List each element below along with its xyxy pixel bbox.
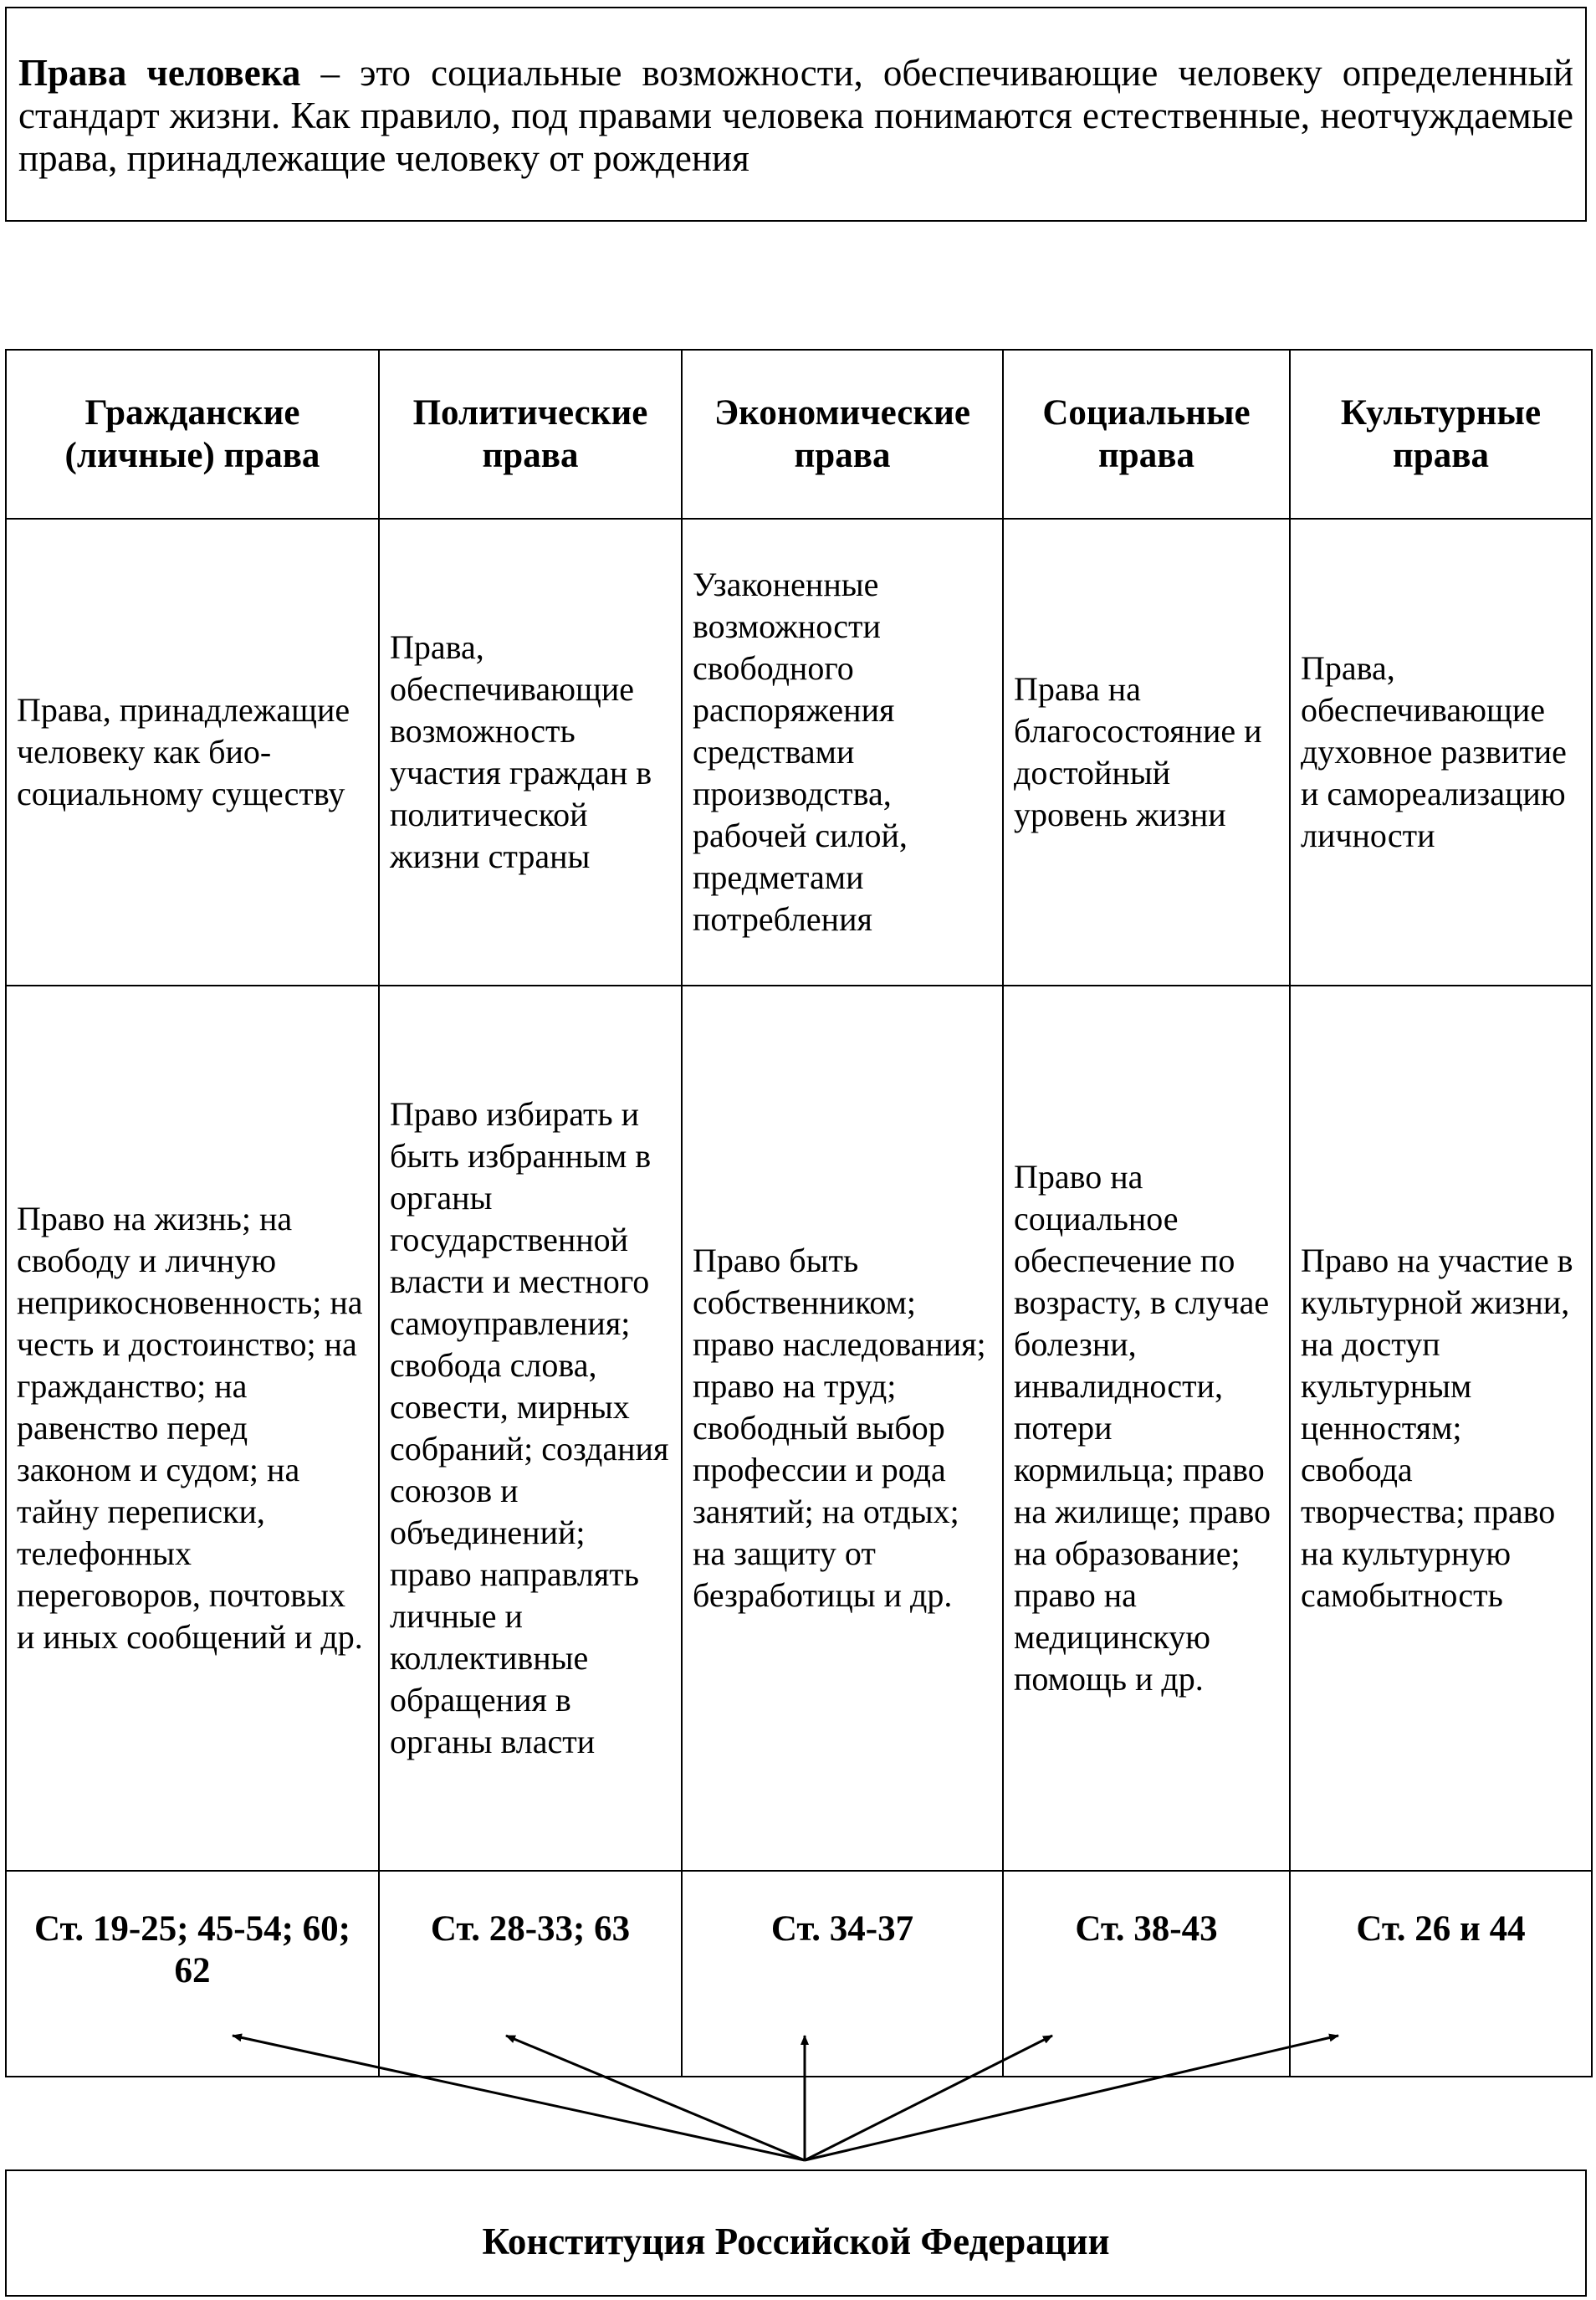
definition-cultural: Права, обеспечивающие духовное развитие и самореализацию личности <box>1290 519 1592 986</box>
constitution-label: Конституция Российской Федерации <box>482 2221 1110 2262</box>
rights-table <box>5 349 1593 2077</box>
constitution-box <box>5 2169 1587 2297</box>
column-title-civil: Гражданские (личные) права <box>6 350 379 519</box>
arrow-to-cultural <box>805 2036 1338 2160</box>
articles-political: Ст. 28-33; 63 <box>379 1871 682 2077</box>
examples-civil: Право на жизнь; на свободу и личную неприкосновенность; на честь и достоинство; на гражданство; на равенство перед законом и судом; на тайну переписки, телефонных переговоров, почтовых и иных сообщений и др. <box>6 986 379 1871</box>
articles-civil: Ст. 19-25; 45-54; 60; 62 <box>6 1871 379 2077</box>
articles-economic: Ст. 34-37 <box>682 1871 1003 2077</box>
arrow-to-social <box>805 2036 1052 2160</box>
definition-text: – это социальные возможности, обеспечивающие человеку определенный стандарт жизни. Как правило, под правами человека понимаются естественные, неотчуждаемые права, принадлежащие человеку от рождения <box>18 52 1573 179</box>
definition-political: Права, обеспечивающие возможность участия граждан в политической жизни страны <box>379 519 682 986</box>
header-row <box>6 350 1592 519</box>
column-title-economic: Экономические права <box>682 350 1003 519</box>
definition-economic: Узаконенные возможности свободного распоряжения средствами производства, рабочей силой, предметами потребления <box>682 519 1003 986</box>
examples-row <box>6 986 1592 1871</box>
connector-arrows <box>0 2033 1596 2171</box>
examples-social: Право на социальное обеспечение по возрасту, в случае болезни, инвалидности, потери кормильца; право на жилище; право на образование; право на медицинскую помощь и др. <box>1003 986 1290 1871</box>
examples-economic: Право быть собственником; право наследования; право на труд; свободный выбор профессии и рода занятий; на отдых; на защиту от безработицы и др. <box>682 986 1003 1871</box>
definition-term: Права человека <box>18 52 301 94</box>
column-title-political: Политические права <box>379 350 682 519</box>
definition-row <box>6 519 1592 986</box>
arrow-to-civil <box>233 2036 805 2160</box>
column-title-social: Социальные права <box>1003 350 1290 519</box>
examples-political: Право избирать и быть избранным в органы государственной власти и местного самоуправления; свобода слова, совести, мирных собраний; создания союзов и объединений; право направлять личные и коллективные обращения в органы власти <box>379 986 682 1871</box>
examples-cultural: Право на участие в культурной жизни, на доступ культурным ценностям; свобода творчества; право на культурную самобытность <box>1290 986 1592 1871</box>
articles-cultural: Ст. 26 и 44 <box>1290 1871 1592 2077</box>
arrow-to-political <box>506 2036 805 2160</box>
definition-civil: Права, принадлежащие человеку как био-социальному существу <box>6 519 379 986</box>
column-title-cultural: Культурные права <box>1290 350 1592 519</box>
articles-social: Ст. 38-43 <box>1003 1871 1290 2077</box>
definition-box <box>5 7 1587 222</box>
definition-social: Права на благосостояние и достойный уровень жизни <box>1003 519 1290 986</box>
